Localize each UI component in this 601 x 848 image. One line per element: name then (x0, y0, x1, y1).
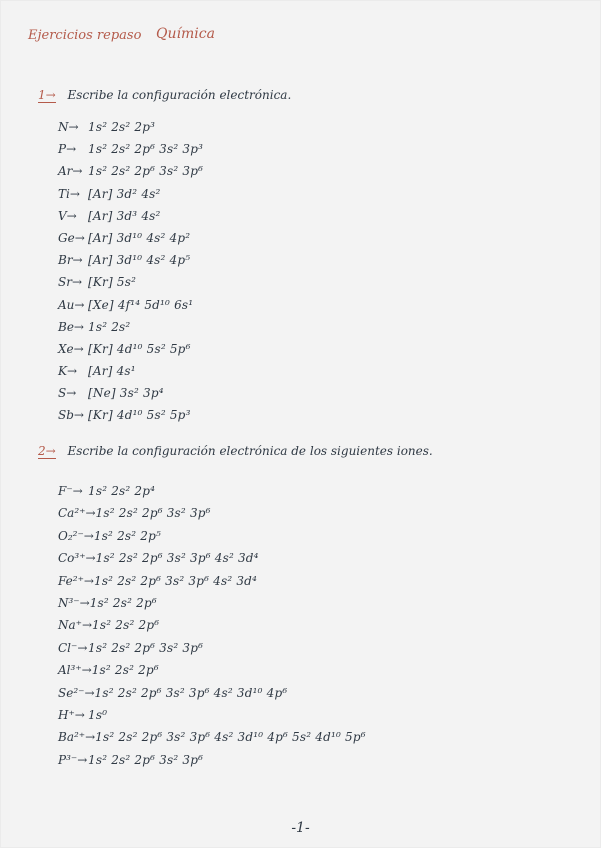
electron-config: 1s² 2s² 2p⁵ (93, 528, 162, 543)
element-label: Be→ (58, 319, 84, 334)
section-1-title (38, 88, 291, 103)
electron-config: [Kr] 5s² (88, 275, 137, 290)
list-item (58, 730, 366, 752)
ion-label: Ca²⁺→ (58, 506, 96, 521)
list-item (58, 551, 366, 573)
electron-config: 1s² 2s² 2p⁶ 3s² 3p⁶ (88, 640, 204, 655)
ion-label: Cl⁻→ (58, 640, 88, 655)
list-item (58, 187, 203, 209)
electron-config: 1s² 2s² 2p⁶ 3s² 3p⁶ 4s² 3d¹⁰ 4p⁶ (94, 685, 288, 700)
list-item (58, 708, 366, 730)
section-2-list (58, 484, 366, 775)
header-right: Química (156, 26, 215, 42)
list-item (58, 641, 366, 663)
list-item (58, 574, 366, 596)
list-item (58, 663, 366, 685)
element-label: Sb→ (58, 408, 84, 423)
section-1-text: Escribe la configuración electrónica. (67, 88, 292, 102)
ion-label: F⁻→ (58, 484, 83, 498)
list-item (58, 120, 203, 142)
section-2-text: Escribe la configuración electrónica de los siguientes iones. (67, 444, 433, 458)
ion-label: O₂²⁻→ (58, 528, 94, 543)
list-item (58, 253, 203, 275)
section-1-number: 1→ (38, 88, 56, 102)
element-label: Ti→ (58, 186, 80, 201)
element-label: P→ (58, 142, 77, 157)
list-item (58, 320, 203, 342)
list-item (58, 364, 203, 386)
list-item (58, 231, 203, 253)
electron-config: 1s² 2s² 2p⁶ 3s² 3p⁶ (95, 506, 211, 521)
electron-config: 1s² 2s² 2p⁶ 3s² 3p⁶ (88, 164, 204, 179)
element-label: Ge→ (58, 230, 85, 245)
element-label: K→ (58, 364, 78, 379)
electron-config: [Xe] 4f¹⁴ 5d¹⁰ 6s¹ (88, 297, 194, 312)
electron-config: [Ar] 3d³ 4s² (88, 208, 161, 223)
ion-label: Co³⁺→ (58, 551, 96, 566)
element-label: V→ (58, 208, 77, 223)
list-item (58, 142, 203, 164)
ion-label: Ba²⁺→ (58, 730, 96, 745)
section-2-title (38, 444, 433, 459)
ion-label: N³⁻→ (58, 595, 90, 610)
electron-config: 1s⁰ (88, 707, 108, 722)
element-label: Br→ (58, 253, 83, 268)
electron-config: 1s² 2s² 2p⁶ 3s² 3p³ (88, 142, 204, 157)
ion-label: Na⁺→ (58, 618, 93, 633)
ion-label: Se²⁻→ (58, 685, 95, 700)
electron-config: [Ar] 4s¹ (88, 364, 136, 379)
ion-label: Al³⁺→ (58, 663, 92, 678)
electron-config: [Kr] 4d¹⁰ 5s² 5p⁶ (88, 341, 191, 356)
electron-config: 1s² 2s² (88, 319, 131, 334)
list-item (58, 386, 203, 408)
ion-label: Fe²⁺→ (58, 573, 94, 588)
list-item (58, 484, 366, 506)
electron-config: 1s² 2s² 2p⁶ (91, 663, 159, 678)
electron-config: 1s² 2s² 2p³ (88, 120, 156, 134)
list-item (58, 342, 203, 364)
list-item (58, 506, 366, 528)
list-item (58, 275, 203, 297)
section-1-list (58, 120, 203, 431)
element-label: Ar→ (58, 164, 83, 179)
electron-config: 1s² 2s² 2p⁴ (88, 484, 156, 498)
list-item (58, 209, 203, 231)
list-item (58, 298, 203, 320)
element-label: Sr→ (58, 275, 83, 290)
ion-label: P³⁻→ (58, 752, 88, 767)
section-2-number: 2→ (38, 444, 56, 458)
list-item (58, 618, 366, 640)
electron-config: 1s² 2s² 2p⁶ 3s² 3p⁶ 4s² 3d⁴ (95, 551, 259, 566)
electron-config: [Kr] 4d¹⁰ 5s² 5p³ (88, 408, 191, 423)
electron-config: [Ar] 3d¹⁰ 4s² 4p² (88, 230, 191, 245)
electron-config: [Ar] 3d¹⁰ 4s² 4p⁵ (88, 253, 191, 268)
header-left: Ejercicios repaso (28, 28, 142, 43)
list-item (58, 686, 366, 708)
electron-config: 1s² 2s² 2p⁶ (92, 618, 160, 633)
electron-config: [Ar] 3d² 4s² (88, 186, 161, 201)
ion-label: H⁺→ (58, 707, 85, 722)
list-item (58, 529, 366, 551)
list-item (58, 753, 366, 775)
page-number: -1- (291, 820, 310, 836)
electron-config: 1s² 2s² 2p⁶ 3s² 3p⁶ 4s² 3d¹⁰ 4p⁶ 5s² 4d¹⁰ 5p⁶ (95, 730, 366, 745)
electron-config: [Ne] 3s² 3p⁴ (88, 386, 164, 401)
element-label: S→ (58, 386, 77, 401)
electron-config: 1s² 2s² 2p⁶ 3s² 3p⁶ 4s² 3d⁴ (93, 573, 258, 588)
element-label: Xe→ (58, 341, 84, 356)
list-item (58, 164, 203, 186)
element-label: N→ (58, 120, 79, 134)
page-header (28, 28, 288, 48)
electron-config: 1s² 2s² 2p⁶ 3s² 3p⁶ (88, 752, 204, 767)
list-item (58, 408, 203, 430)
list-item (58, 596, 366, 618)
electron-config: 1s² 2s² 2p⁶ (89, 595, 157, 610)
element-label: Au→ (58, 297, 85, 312)
